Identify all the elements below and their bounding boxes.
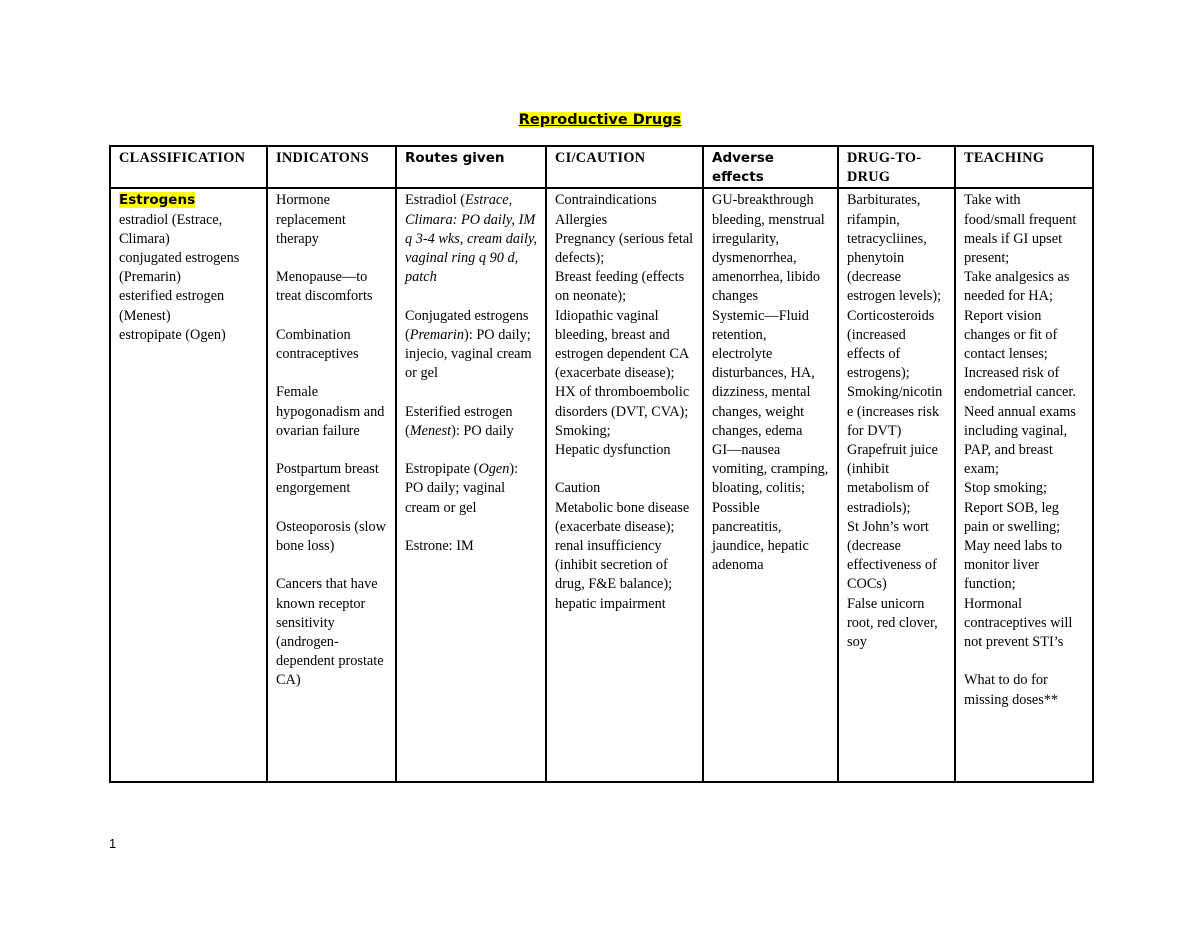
indication-item: Female hypogonadism and ovarian failure — [276, 384, 385, 439]
header-ci-caution: CI/CAUTION — [546, 146, 703, 188]
teaching-item: May need labs to monitor liver function; — [964, 538, 1063, 593]
page-number: 1 — [109, 836, 117, 851]
interaction-item: Grapefruit juice (inhibit metabolism of estradiols); — [847, 442, 938, 516]
interaction-item: Corticosteroids (increased effects of estrogens); — [847, 307, 935, 382]
indication-item: Menopause—to treat discomforts — [276, 269, 373, 305]
teaching-item: Report vision changes or fit of contact lenses; — [964, 307, 1058, 363]
header-drug-to-drug: DRUG-TO-DRUG — [838, 146, 955, 188]
teaching-item: Hormonal contraceptives will not prevent STI’s — [964, 595, 1073, 651]
teaching-item: Increased risk of endometrial cancer. Need annual exams including vaginal, PAP, and breast exam; — [964, 365, 1076, 478]
indication-item: Cancers that have known receptor sensitivity (androgen-dependent prostate CA) — [276, 576, 384, 689]
interaction-item: False unicorn root, red clover, soy — [847, 595, 938, 651]
teaching-item: Report SOB, leg pain or swelling; — [964, 499, 1061, 535]
header-routes: Routes given — [396, 146, 546, 188]
adverse-effects-cell — [703, 188, 838, 782]
classification-drug: estradiol (Estrace, Climara) — [119, 211, 223, 247]
route-estradiol: Estradiol (Estrace, Climara: PO daily, IM q 3-4 wks, cream daily, vaginal ring q 90 d, patch — [405, 192, 538, 286]
teaching-cell — [955, 188, 1093, 782]
drug-to-drug-cell — [838, 188, 955, 782]
route-esterified: Esterified estrogen (Menest): PO daily — [405, 403, 514, 439]
classification-cell — [110, 188, 267, 782]
classification-drug: estropipate (Ogen) — [119, 326, 226, 343]
teaching-item: Take analgesics as needed for HA; — [964, 269, 1070, 305]
caution-heading: Caution — [555, 480, 601, 497]
classification-drug: esterified estrogen (Menest) — [119, 288, 225, 324]
teaching-final-note: What to do for missing doses** — [964, 672, 1059, 708]
adverse-effect-item: GI—nausea vomiting, cramping, bloating, colitis; Possible pancreatitis, jaundice, hepatic adenoma — [712, 442, 829, 574]
header-teaching: TEACHING — [955, 146, 1093, 188]
indication-item: Combination contraceptives — [276, 326, 359, 362]
teaching-item: Take with food/small frequent meals if GI upset present; — [964, 192, 1077, 267]
header-classification: CLASSIFICATION — [110, 146, 267, 188]
indications-cell — [267, 188, 396, 782]
header-adverse-effects: Adverse effects — [703, 146, 838, 188]
indication-item: Hormone replacement therapy — [276, 192, 346, 247]
routes-cell — [396, 188, 546, 782]
document-title: Reproductive Drugs — [518, 112, 682, 128]
contraindication-item: Breast feeding (effects on neonate); — [555, 269, 685, 305]
contraindication-item: Idiopathic vaginal bleeding, breast and estrogen dependent CA (exacerbate disease); — [555, 307, 689, 382]
teaching-item: Stop smoking; — [964, 480, 1048, 497]
contraindications-heading: Contraindications — [555, 192, 657, 209]
interaction-item: Barbiturates, rifampin, tetracycliines, phenytoin (decrease estrogen levels); — [847, 192, 942, 305]
adverse-effect-item: GU-breakthrough bleeding, menstrual irregularity, dysmenorrhea, amenorrhea, libido changes — [712, 192, 825, 305]
route-estropipate: Estropipate (Ogen): PO daily; vaginal cream or gel — [405, 461, 519, 516]
header-indications: INDICATONS — [267, 146, 396, 188]
contraindication-item: Allergies — [555, 211, 608, 228]
header-row — [110, 146, 1093, 188]
contraindication-item: HX of thromboembolic disorders (DVT, CVA); — [555, 384, 690, 420]
indication-item: Osteoporosis (slow bone loss) — [276, 518, 387, 554]
caution-item: Metabolic bone disease (exacerbate disease); renal insufficiency (inhibit secretion of drug, F&E balance); hepatic impairment — [555, 499, 690, 612]
interaction-item: St John’s wort (decrease effectiveness of COCs) — [847, 518, 937, 593]
adverse-effect-item: Systemic—Fluid retention, electrolyte disturbances, HA, dizziness, mental changes, weight changes, edema — [712, 307, 815, 439]
classification-drug: conjugated estrogens (Premarin) — [119, 250, 240, 286]
contraindication-item: Hepatic dysfunction — [555, 442, 671, 459]
route-conjugated: Conjugated estrogens (Premarin): PO daily; injecio, vaginal cream or gel — [405, 307, 532, 382]
route-estrone: Estrone: IM — [405, 538, 474, 554]
reproductive-drugs-table — [109, 145, 1094, 783]
classification-heading: Estrogens — [119, 192, 196, 209]
ci-caution-cell — [546, 188, 703, 782]
contraindication-item: Smoking; — [555, 422, 611, 439]
indication-item: Postpartum breast engorgement — [276, 461, 379, 497]
contraindication-item: Pregnancy (serious fetal defects); — [555, 230, 694, 267]
estrogens-row — [110, 188, 1093, 782]
interaction-item: Smoking/nicotine (increases risk for DVT) — [847, 384, 943, 439]
